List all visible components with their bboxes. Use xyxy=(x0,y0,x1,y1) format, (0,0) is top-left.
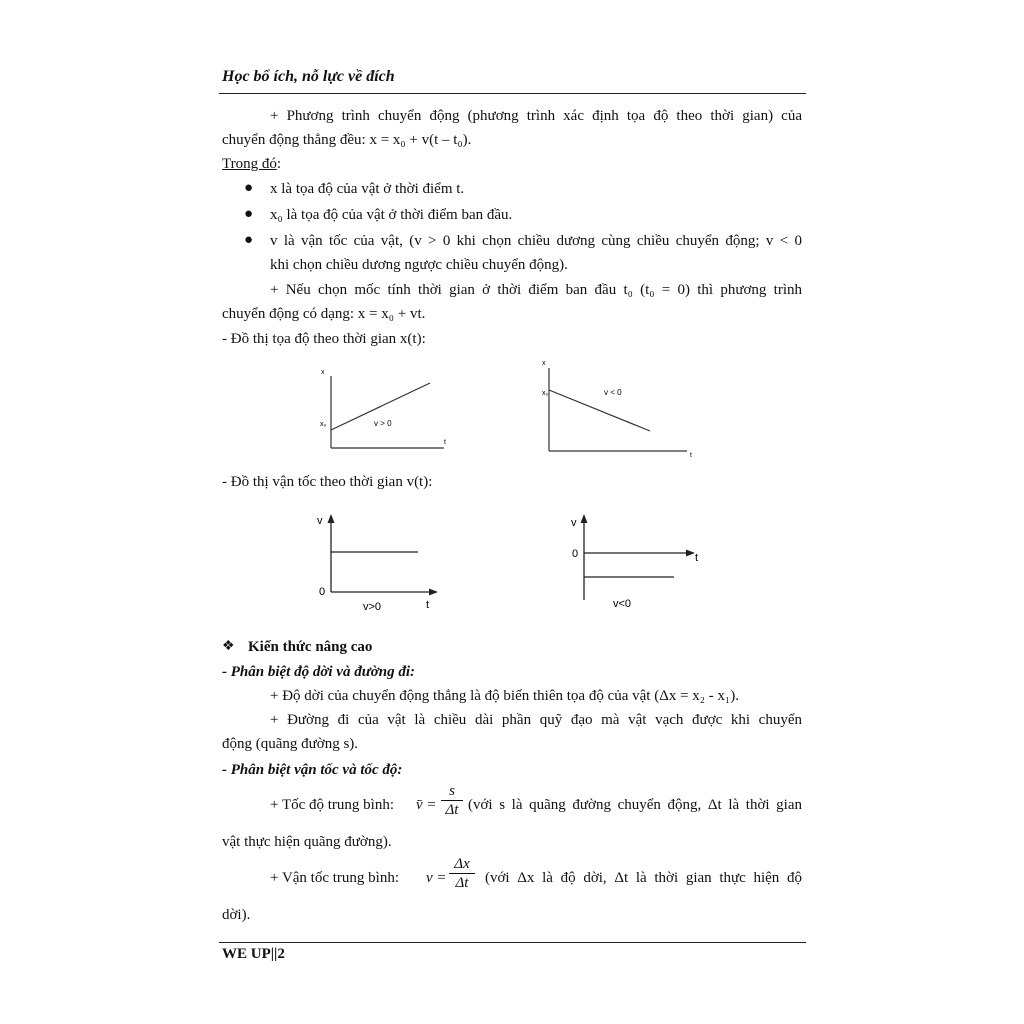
bullet-text-3-cont: khi chọn chiều dương ngược chiều chuyển động). xyxy=(270,257,568,273)
fraction-numerator: s xyxy=(449,783,455,799)
bullet-text-1: x là tọa độ của vật ở thời điểm t. xyxy=(270,181,465,197)
distance-paragraph-line2: động (quãng đường s). xyxy=(222,736,359,752)
average-speed-label: + Tốc độ trung bình: xyxy=(270,797,395,813)
axis-label-v: v xyxy=(317,515,323,527)
average-velocity-description: (với Δx là độ dời, Δt là thời gian thực hiện độ xyxy=(485,870,802,886)
axis-label-t: t xyxy=(444,439,446,446)
x-axis-arrow xyxy=(429,589,438,596)
vt-graph-heading: - Đồ thị vận tốc theo thời gian v(t): xyxy=(222,474,433,490)
zero-time-paragraph-line1: + Nếu chọn mốc tính thời gian ở thời điểm ban đầu t₀ (t₀ = 0) thì phương trình xyxy=(270,282,802,298)
page-header-title: Học bổ ích, nỗ lực về đích xyxy=(222,68,395,85)
equation-paragraph-line2: chuyển động thẳng đều: x = x₀ + v(t – t₀). xyxy=(222,132,472,148)
header-rule xyxy=(219,93,806,94)
distance-paragraph-line1: + Đường đi của vật là chiều dài phần quỹ đạo mà vật vạch được khi chuyển xyxy=(270,712,802,728)
fraction-denominator: Δt xyxy=(445,802,459,818)
average-velocity-lhs: v = xyxy=(426,870,447,886)
zero-time-paragraph-line2: chuyển động có dạng: x = x₀ + vt. xyxy=(222,306,426,322)
bullet-text-2: x₀ là tọa độ của vật ở thời điểm ban đầu. xyxy=(270,207,513,223)
where-label: Trong đó: xyxy=(222,156,282,172)
bullet-text-3: v là vận tốc của vật, (v > 0 khi chọn chiều dương cùng chiều chuyển động; v < 0 xyxy=(270,233,802,249)
displacement-paragraph: + Độ dời của chuyển động thẳng là độ biến thiên tọa độ của vật (Δx = x₂ - x₁). xyxy=(270,688,740,704)
vt-graph-negative xyxy=(560,506,710,614)
average-velocity-fraction xyxy=(449,856,475,892)
section-title: Kiến thức nâng cao xyxy=(248,639,373,655)
subsection-heading-velocity: - Phân biệt vận tốc và tốc độ: xyxy=(222,762,403,778)
axis-label-t: t xyxy=(695,552,699,564)
x-axis-arrow xyxy=(686,550,695,557)
xt-graph-heading: - Đồ thị tọa độ theo thời gian x(t): xyxy=(222,331,426,347)
axis-label-t: t xyxy=(690,452,692,459)
velocity-label: v < 0 xyxy=(604,388,622,397)
axis-label-x: x xyxy=(321,369,325,376)
average-speed-description: (với s là quãng đường chuyển động, Δt là thời gian xyxy=(468,797,802,813)
average-speed-fraction xyxy=(441,783,463,819)
velocity-label: v > 0 xyxy=(374,419,392,428)
velocity-label: v>0 xyxy=(363,601,382,613)
equation-paragraph-line1: + Phương trình chuyển động (phương trình xác định tọa độ theo thời gian) của xyxy=(270,108,802,124)
y-axis-arrow xyxy=(581,514,588,523)
vt-graph-positive xyxy=(312,506,452,614)
average-velocity-label: + Vận tốc trung bình: xyxy=(270,870,400,886)
position-line xyxy=(549,390,650,431)
y-axis-arrow xyxy=(328,514,335,523)
axis-label-x0: x₀ xyxy=(542,390,549,397)
axis-label-zero: 0 xyxy=(572,548,579,560)
fraction-denominator: Δt xyxy=(455,875,469,891)
xt-graph-negative xyxy=(532,354,704,462)
axis-label-v: v xyxy=(571,517,577,529)
footer-rule xyxy=(219,942,806,943)
bullet-dot: ● xyxy=(244,232,254,248)
bullet-dot: ● xyxy=(244,180,254,196)
section-bullet-icon: ❖ xyxy=(222,639,235,654)
fraction-numerator: Δx xyxy=(454,856,470,872)
axis-label-t: t xyxy=(426,599,430,611)
footer-page-label: WE UP||2 xyxy=(222,946,285,962)
xt-graph-positive xyxy=(312,362,452,464)
bullet-dot: ● xyxy=(244,206,254,222)
velocity-label: v<0 xyxy=(613,598,632,610)
average-velocity-description-cont: dời). xyxy=(222,907,251,923)
axis-label-x0: x₀ xyxy=(320,421,327,428)
axis-label-zero: 0 xyxy=(319,586,326,598)
average-speed-lhs: v̄ = xyxy=(416,797,437,813)
subsection-heading-displacement: - Phân biệt độ dời và đường đi: xyxy=(222,664,416,680)
average-speed-description-cont: vật thực hiện quãng đường). xyxy=(222,834,392,850)
axis-label-x: x xyxy=(542,360,546,367)
